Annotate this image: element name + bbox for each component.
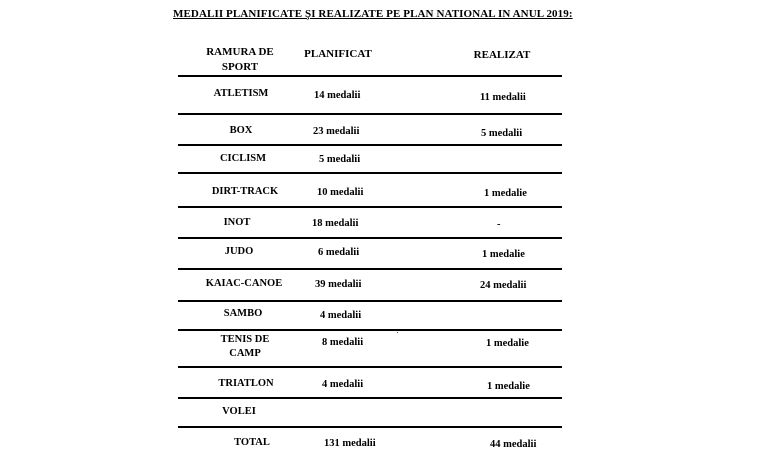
sport-cell-line2: CAMP — [229, 348, 261, 359]
table-divider — [178, 206, 562, 208]
sport-cell: TRIATLON — [218, 378, 274, 389]
sport-cell: JUDO — [224, 246, 254, 257]
table-divider — [178, 113, 562, 115]
total-achieved-cell: 44 medalii — [490, 439, 537, 450]
achieved-cell: 1 medalie — [487, 381, 530, 392]
planned-cell: 4 medalii — [322, 379, 364, 390]
table-divider — [178, 75, 562, 77]
table-divider — [178, 144, 562, 146]
sport-cell: BOX — [229, 125, 253, 136]
sport-cell: VOLEI — [222, 406, 256, 417]
achieved-cell: 1 medalie — [486, 338, 529, 349]
achieved-cell: - — [497, 219, 501, 230]
planned-cell: 39 medalii — [315, 279, 362, 290]
table-divider — [178, 172, 562, 174]
achieved-cell: 1 medalie — [482, 249, 525, 260]
sport-cell: KAIAC-CANOE — [205, 278, 283, 289]
table-divider — [178, 329, 562, 331]
table-divider — [178, 268, 562, 270]
table-divider — [178, 426, 562, 428]
column-header-planned: PLANIFICAT — [304, 48, 372, 60]
sport-cell: CICLISM — [219, 153, 267, 164]
column-header-sport-line2: SPORT — [221, 61, 259, 73]
achieved-cell: 1 medalie — [484, 188, 527, 199]
column-header-achieved: REALIZAT — [473, 49, 531, 61]
sport-cell-line1: TENIS DE — [220, 334, 270, 345]
planned-cell: 14 medalii — [314, 90, 361, 101]
sport-cell: ATLETISM — [213, 88, 269, 99]
column-header-sport — [190, 45, 290, 75]
table-divider — [178, 397, 562, 399]
sport-cell: INOT — [223, 217, 251, 228]
table-divider — [178, 366, 562, 368]
planned-cell: 6 medalii — [318, 247, 360, 258]
planned-cell: 5 medalii — [319, 154, 361, 165]
total-label: TOTAL — [234, 437, 270, 448]
total-planned-cell: 131 medalii — [324, 438, 376, 449]
scan-speck — [397, 332, 398, 333]
sport-cell — [190, 333, 300, 361]
planned-cell: 18 medalii — [312, 218, 359, 229]
achieved-cell: 11 medalii — [480, 92, 526, 103]
achieved-cell: 5 medalii — [481, 128, 523, 139]
sport-cell: SAMBO — [223, 308, 263, 319]
page-title: MEDALII PLANIFICATE ŞI REALIZATE PE PLAN NATIONAL IN ANUL 2019: — [173, 8, 573, 20]
planned-cell: 4 medalii — [320, 310, 362, 321]
planned-cell: 10 medalii — [317, 187, 364, 198]
column-header-sport-line1: RAMURA DE — [206, 46, 274, 58]
planned-cell: 23 medalii — [313, 126, 360, 137]
planned-cell: 8 medalii — [322, 337, 364, 348]
table-divider — [178, 237, 562, 239]
achieved-cell: 24 medalii — [480, 280, 527, 291]
sport-cell: DIRT-TRACK — [211, 186, 279, 197]
table-divider — [178, 300, 562, 302]
